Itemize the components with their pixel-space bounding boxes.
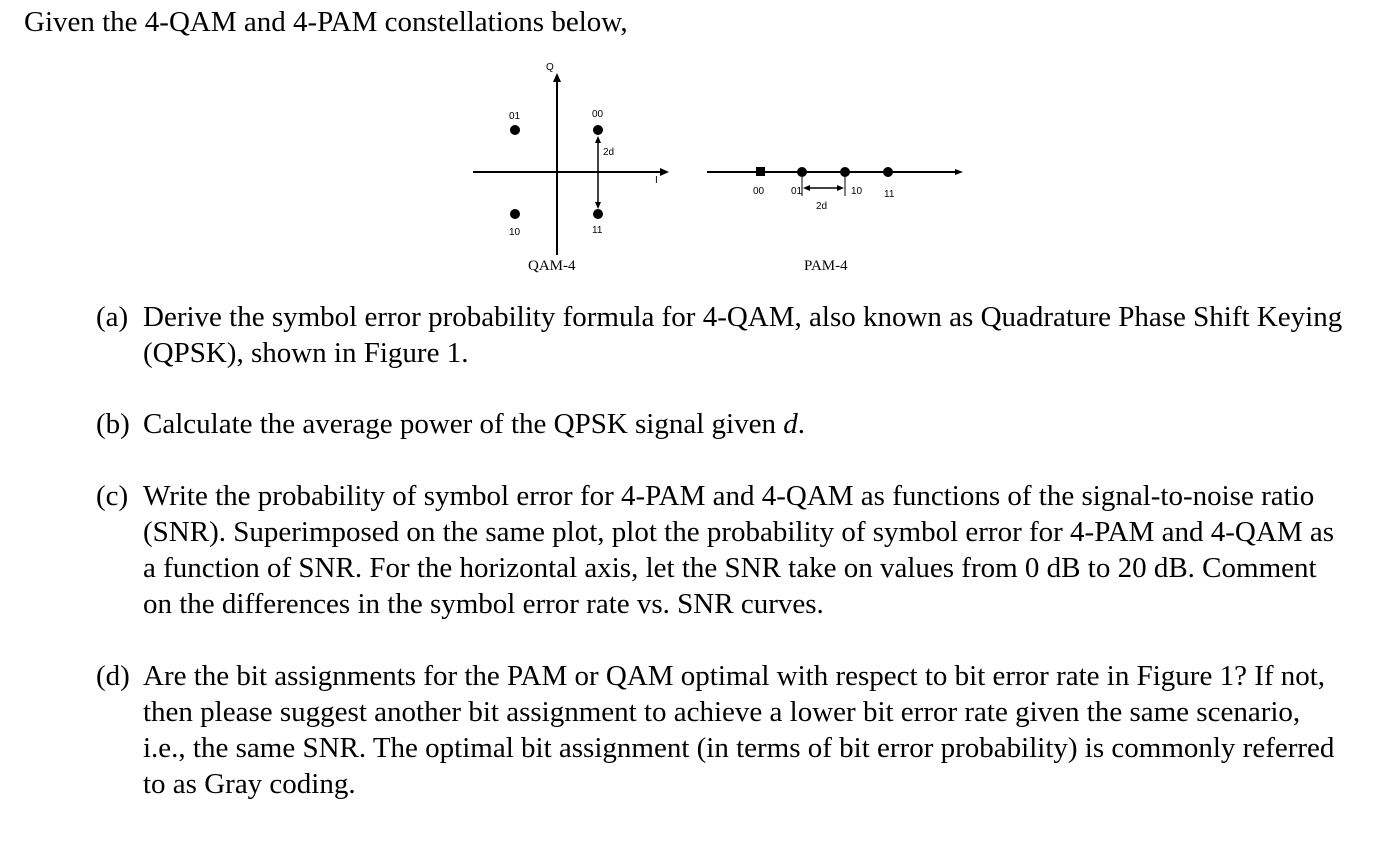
- qam-distance-arrow-down: [595, 202, 601, 209]
- qam-distance-label: 2d: [603, 147, 615, 158]
- qam-label-10: 10: [509, 227, 521, 238]
- qam-label-00: 00: [592, 109, 604, 120]
- question-c: [96, 478, 1346, 622]
- pam-axis-arrow: [955, 169, 963, 175]
- qam-point-01: [510, 125, 520, 135]
- pam-label-10: 10: [851, 186, 863, 197]
- qam-distance-arrow-up: [595, 136, 601, 143]
- pam-distance-label: 2d: [816, 201, 828, 212]
- question-a-tag: (a): [96, 301, 129, 333]
- qam-label-01: 01: [509, 111, 521, 122]
- qam-diagram: [473, 62, 669, 274]
- question-c-tag: (c): [96, 480, 129, 512]
- pam-label-00: 00: [753, 186, 765, 197]
- question-a-text: Derive the symbol error probability formula for 4-QAM, also known as Quadrature Phase Shift Keying (QPSK), shown in Figure 1.: [143, 301, 1343, 369]
- question-c-text: Write the probability of symbol error for 4-PAM and 4-QAM as functions of the signal-to-noise ratio (SNR). Superimposed on the same plot, plot the probability of symbol error for 4-PAM and 4-QAM as a function of SNR. For the horizontal axis, let the SNR take on values from 0 dB to 20 dB. Comment on the differences in the symbol error rate vs. SNR curves.: [143, 480, 1335, 620]
- pam-label-11: 11: [884, 189, 895, 200]
- pam-distance-arrow-left: [803, 185, 810, 191]
- pam-diagram: [707, 167, 963, 274]
- qam-caption: QAM-4: [528, 258, 576, 274]
- qam-q-label: Q: [546, 62, 554, 73]
- qam-i-label: I: [655, 175, 658, 186]
- question-b-body: [143, 406, 1346, 442]
- question-b: [96, 406, 1346, 442]
- qam-point-10: [510, 209, 520, 219]
- pam-point-00: [756, 167, 765, 176]
- question-a: [96, 299, 1346, 371]
- pam-distance-arrow-right: [837, 185, 844, 191]
- constellation-figure: [0, 0, 1397, 290]
- question-d: [96, 658, 1346, 802]
- qam-i-arrow: [660, 168, 669, 176]
- pam-caption: PAM-4: [804, 258, 848, 274]
- intro-text: Given the 4-QAM and 4-PAM constellations below,: [24, 6, 628, 38]
- qam-point-00: [593, 125, 603, 135]
- pam-label-01: 01: [791, 186, 803, 197]
- question-b-tag: (b): [96, 408, 130, 440]
- qam-point-11: [593, 209, 603, 219]
- question-b-text: Calculate the average power of the QPSK signal given: [143, 408, 776, 440]
- question-b-variable: d: [783, 408, 798, 440]
- qam-q-arrow: [553, 73, 561, 82]
- question-b-period: .: [797, 408, 805, 440]
- question-d-tag: (d): [96, 660, 130, 692]
- question-d-text: Are the bit assignments for the PAM or QAM optimal with respect to bit error rate in Figure 1? If not, then please suggest another bit assignment to achieve a lower bit error rate given the same scenario, i.e., the same SNR. The optimal bit assignment (in terms of bit error probability) is commonly referred to as Gray coding.: [143, 660, 1335, 800]
- qam-label-11: 11: [592, 225, 603, 236]
- pam-point-11: [883, 167, 893, 177]
